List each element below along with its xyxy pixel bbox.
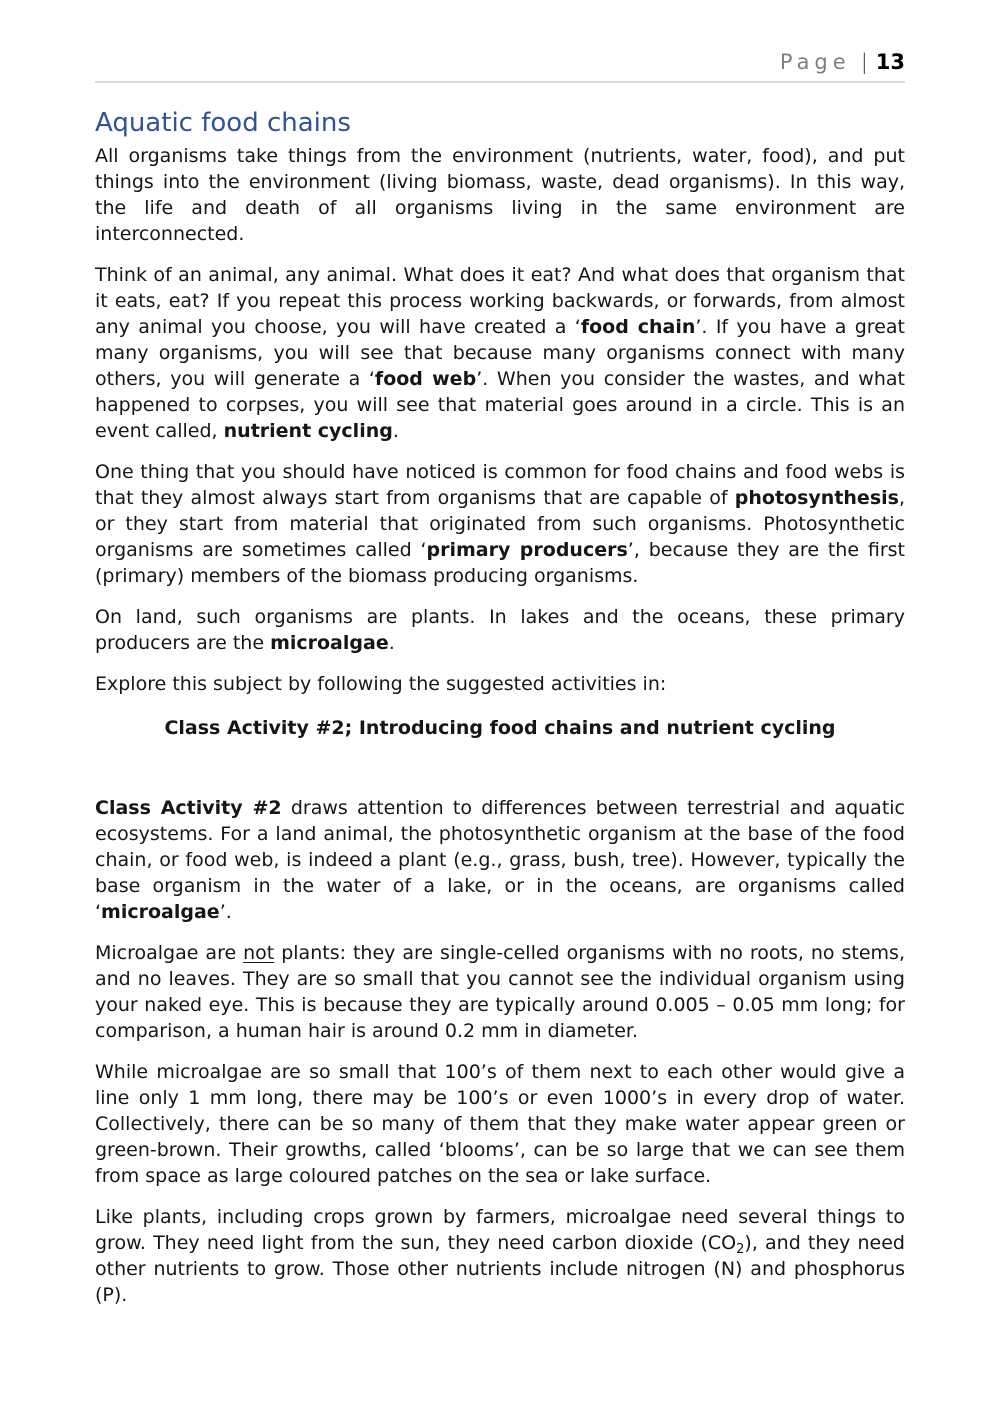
text-run: ), and they need other nutrients to grow. Those other nutrients include nitrogen (N) and phosphorus (P). — [95, 1232, 905, 1306]
paragraph — [95, 795, 905, 925]
text-run: 2 — [736, 1242, 745, 1257]
page-header — [95, 50, 905, 83]
paragraph — [95, 604, 905, 656]
page-number: 13 — [875, 50, 905, 74]
text-run: Think of an animal, any animal. What does it eat? And what does that organism that it eats, eat? If you repeat this process working backwards, or forwards, from almost any animal you choose, you will have created a ‘ — [95, 264, 905, 338]
paragraph — [95, 940, 905, 1044]
text-run: food web — [374, 368, 477, 390]
paragraph — [95, 671, 905, 697]
text-run: draws attention to differences between terrestrial and aquatic ecosystems. For a land animal, the photosynthetic organism at the base of the food chain, or food web, is indeed a plant (e.g., grass, bush, tree). However, typically the base organism in the water of a lake, or in the oceans, are organisms called ‘ — [95, 797, 905, 923]
text-run: On land, such organisms are plants. In lakes and the oceans, these primary producers are the — [95, 606, 905, 654]
text-run: Microalgae are — [95, 942, 244, 964]
text-run: microalgae — [101, 901, 220, 923]
paragraph — [95, 459, 905, 589]
paragraph — [95, 715, 905, 741]
text-run: ’, because they are the first (primary) members of the biomass producing organisms. — [95, 539, 905, 587]
page-header-separator: | — [860, 50, 868, 74]
text-run: . — [388, 632, 395, 654]
text-run: While microalgae are so small that 100’s of them next to each other would give a line only 1 mm long, there may be 100’s or even 1000’s in every drop of water. Collectively, there can be so many of them that they make water appear green or green-brown. Their growths, called ‘blooms’, can be so large that we can see them from space as large coloured patches on the sea or lake surface. — [95, 1061, 905, 1187]
text-run: ’. — [219, 901, 232, 923]
text-run: food chain — [580, 316, 696, 338]
text-run: Class Activity #2; Introducing food chains and nutrient cycling — [164, 717, 836, 739]
text-run: . — [392, 420, 399, 442]
text-run: microalgae — [270, 632, 389, 654]
text-run: Class Activity #2 — [95, 797, 282, 819]
paragraph — [95, 143, 905, 247]
text-run: Like plants, including crops grown by farmers, microalgae need several things to grow. They need light from the sun, they need carbon dioxide (CO — [95, 1206, 905, 1254]
text-run: ’. If you have a great many organisms, you will see that because many organisms connect with many others, you will generate a ‘ — [95, 316, 905, 390]
text-run: Explore this subject by following the suggested activities in: — [95, 673, 667, 695]
text-run: nutrient cycling — [223, 420, 393, 442]
text-run: , or they start from material that originated from such organisms. Photosynthetic organisms are sometimes called ‘ — [95, 487, 905, 561]
page-content — [95, 107, 905, 1308]
paragraph — [95, 1059, 905, 1189]
text-run: ’. When you consider the wastes, and what happened to corpses, you will see that material goes around in a circle. This is an event called, — [95, 368, 905, 442]
page-header-label: Page — [779, 50, 851, 74]
text-run: not — [243, 942, 275, 964]
paragraph — [95, 1204, 905, 1308]
text-run: One thing that you should have noticed is common for food chains and food webs is that they almost always start from organisms that are capable of — [95, 461, 905, 509]
text-run: All organisms take things from the environment (nutrients, water, food), and put things into the environment (living biomass, waste, dead organisms). In this way, the life and death of all organisms living in the same environment are interconnected. — [95, 145, 905, 245]
section-heading: Aquatic food chains — [95, 108, 351, 138]
text-run: photosynthesis — [734, 487, 899, 509]
text-run: plants: they are single-celled organisms with no roots, no stems, and no leaves. They are so small that you cannot see the individual organism using your naked eye. This is because they are typically around 0.005 – 0.05 mm long; for comparison, a human hair is around 0.2 mm in diameter. — [95, 942, 905, 1042]
paragraph — [95, 262, 905, 444]
text-run: primary producers — [426, 539, 628, 561]
document-body — [95, 143, 905, 1308]
